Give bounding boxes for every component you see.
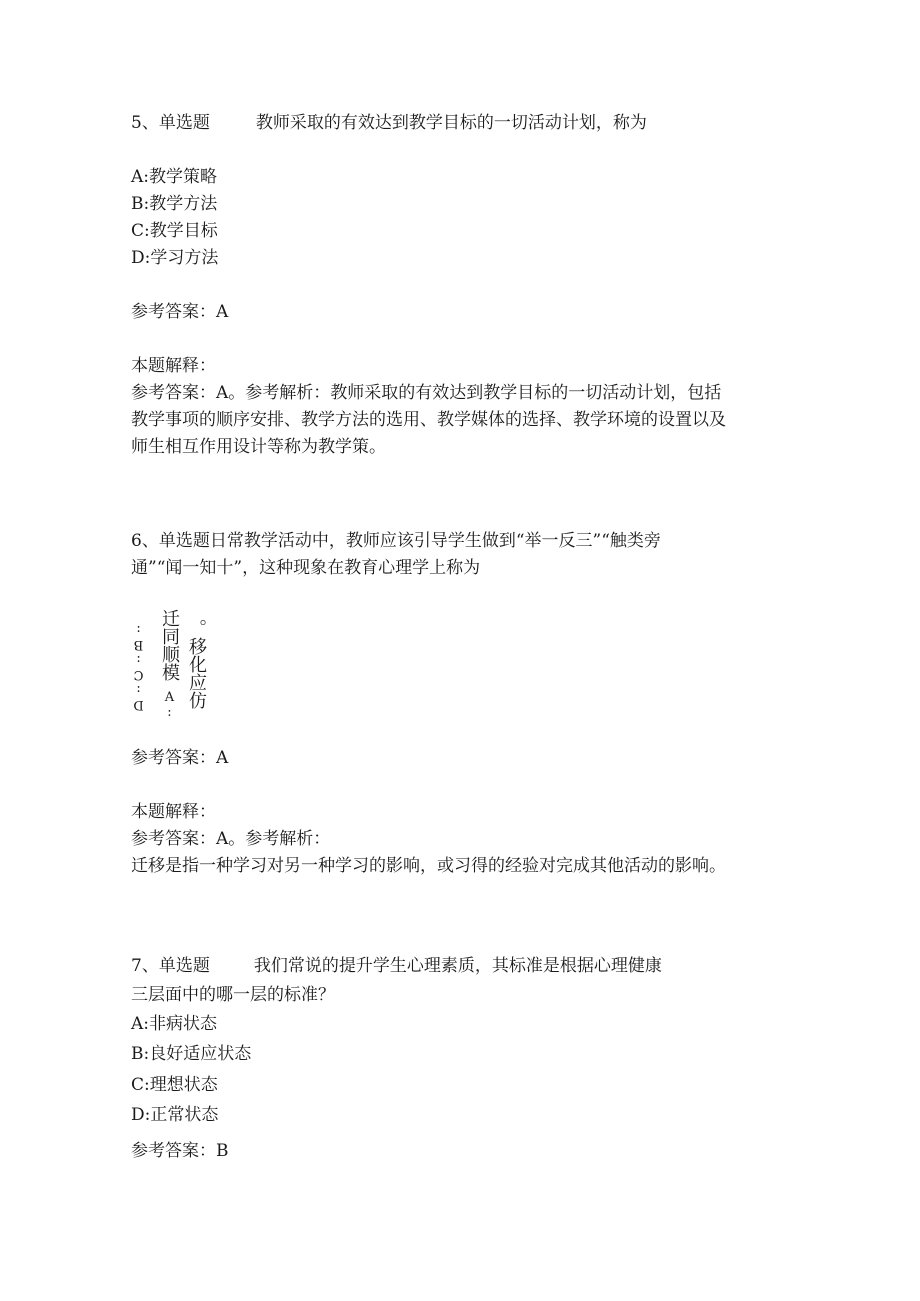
q7-option-b[interactable]: B:良好适应状态 bbox=[131, 1044, 252, 1064]
q5-number: 5、单选题 bbox=[131, 113, 210, 133]
q5-option-d[interactable]: D:学习方法 bbox=[131, 248, 219, 268]
q6-stem-line: 通”“闻一知十”，这种现象在教育心理学上称为 bbox=[131, 558, 481, 578]
q5-header bbox=[131, 112, 647, 134]
q5-option-a[interactable]: A:教学策略 bbox=[131, 167, 218, 187]
q6-option-a-text[interactable]: 。移化应仿 bbox=[186, 619, 207, 709]
q6-answer: 参考答案：A bbox=[131, 748, 229, 768]
q7-number: 7、单选题 bbox=[131, 956, 210, 976]
q5-option-c[interactable]: C:教学目标 bbox=[131, 221, 218, 241]
q6-explain-title: 本题解释： bbox=[131, 802, 216, 822]
q5-stem: 教师采取的有效达到教学目标的一切活动计划，称为 bbox=[255, 113, 647, 133]
q7-option-c[interactable]: C:理想状态 bbox=[131, 1075, 218, 1095]
q7-stem: 我们常说的提升学生心理素质，其标准是根据心理健康 bbox=[253, 956, 662, 976]
q6-option-labels[interactable]: D:C:B: bbox=[131, 622, 146, 712]
q5-option-b[interactable]: B:教学方法 bbox=[131, 194, 218, 214]
q6-option-texts[interactable]: 迁同顺模 bbox=[159, 609, 180, 681]
q5-explain-line: 教学事项的顺序安排、教学方法的选用、教学媒体的选择、教学环境的设置以及 bbox=[131, 410, 726, 430]
q6-explain-line: 迁移是指一种学习对另一种学习的影响，或习得的经验对完成其他活动的影响。 bbox=[131, 856, 726, 876]
q7-stem-line: 三层面中的哪一层的标准？ bbox=[131, 985, 335, 1005]
q7-option-a[interactable]: A:非病状态 bbox=[131, 1014, 218, 1034]
q5-explain-title: 本题解释： bbox=[131, 356, 216, 376]
q5-answer: 参考答案：A bbox=[131, 302, 229, 322]
q5-explain-line: 参考答案：A。参考解析：教师采取的有效达到教学目标的一切活动计划，包括 bbox=[131, 383, 722, 403]
q7-answer: 参考答案：B bbox=[131, 1141, 229, 1161]
q5-explain-line: 师生相互作用设计等称为教学策。 bbox=[131, 437, 386, 457]
q6-option-a-label[interactable]: A: bbox=[162, 690, 177, 720]
q7-option-d[interactable]: D:正常状态 bbox=[131, 1105, 219, 1125]
q6-stem-line: 6、单选题日常教学活动中，教师应该引导学生做到“举一反三”“触类旁 bbox=[131, 531, 661, 551]
q6-explain-line: 参考答案：A。参考解析： bbox=[131, 829, 331, 849]
q7-header bbox=[131, 955, 662, 977]
